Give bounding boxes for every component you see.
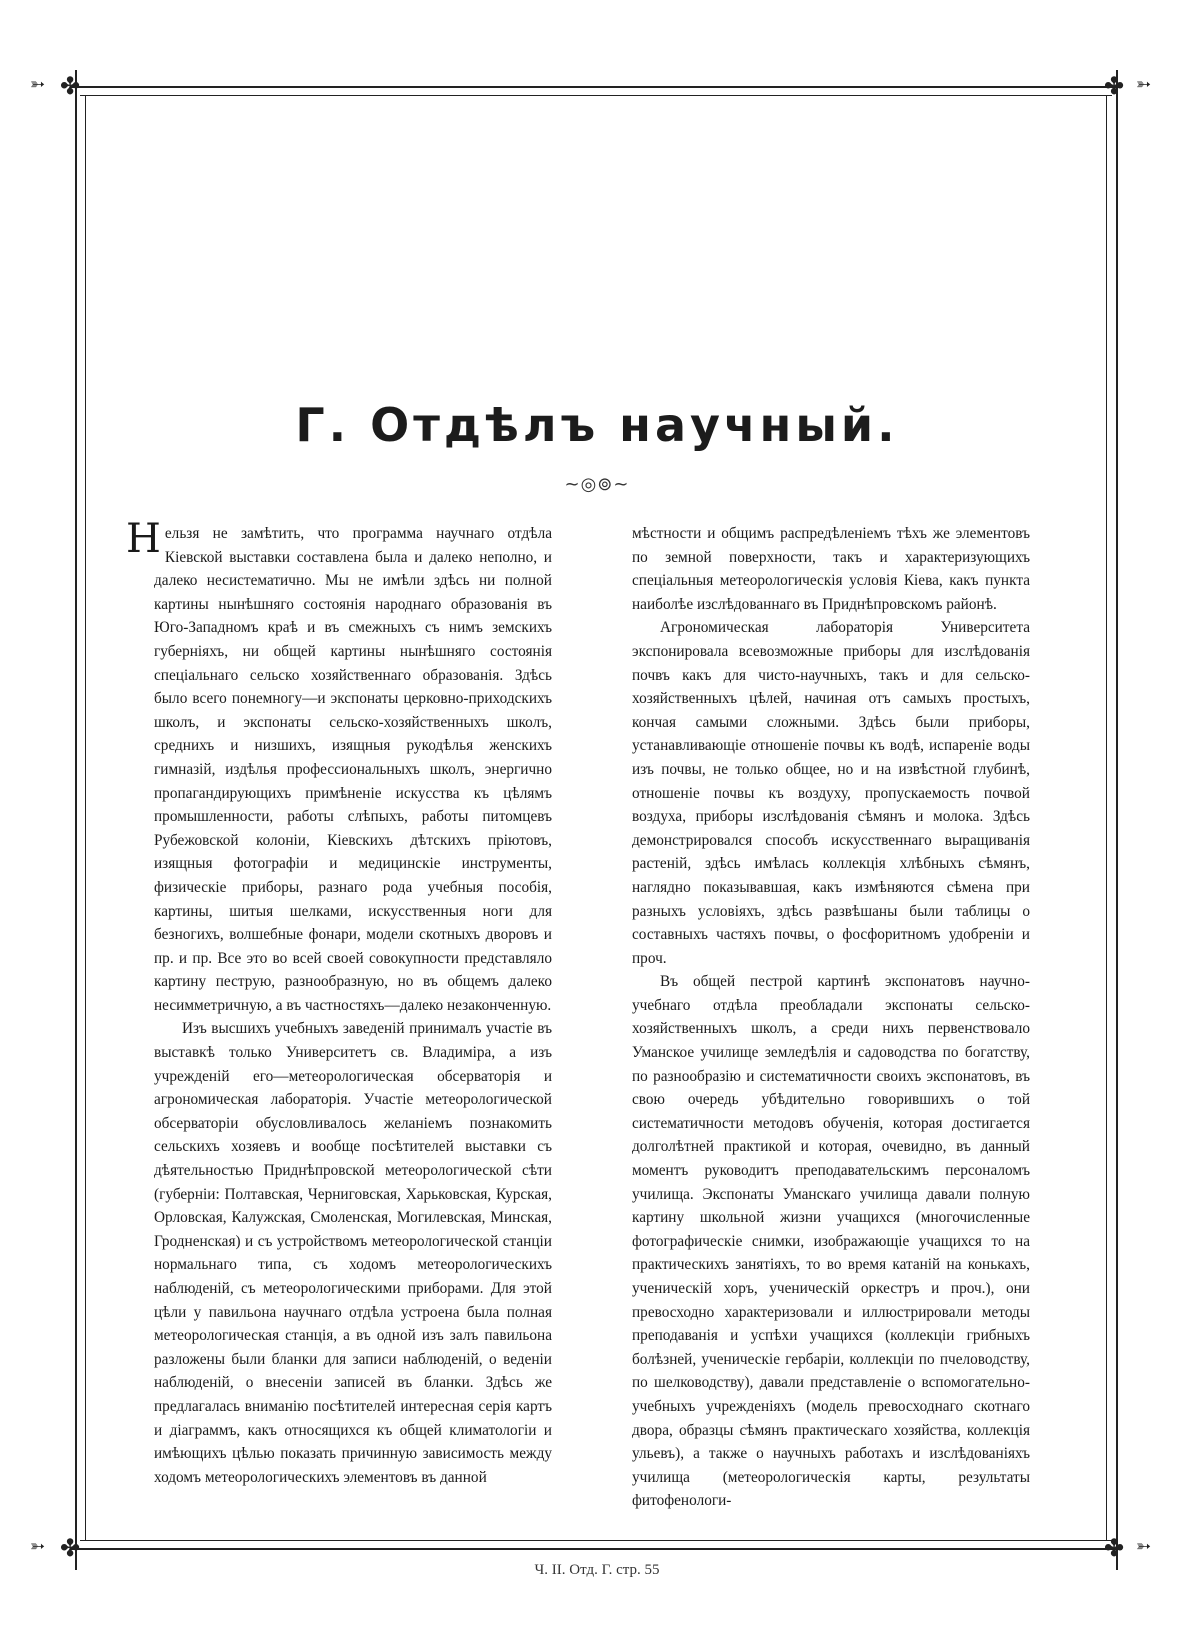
title-ornament: ~◎⊚~ — [564, 474, 630, 495]
arrow-ornament-top-right: ➳ — [1136, 74, 1152, 95]
arrow-ornament-bottom-left: ➳ — [30, 1536, 46, 1557]
right-paragraph-2: Агрономическая лабораторія Университета экспонировала всевозможные приборы для изслѣдованія почвъ какъ для чисто-научныхъ, такъ и для сельско-хозяйственныхъ цѣлей, начиная отъ самыхъ простыхъ, кончая самыми сложными. Здѣсь были приборы, устанавливающіе отношеніе почвы къ водѣ, испареніе воды изъ почвы, не только общее, но и на извѣстной глубинѣ, отношеніе почвы къ воздуху, пропускаемость почвой воздуха, приборы изслѣдованія сѣмянъ и молока. Здѣсь демонстрировался способъ искусственнаго выращиванія растеній, здѣсь имѣлась коллекція хлѣбныхъ сѣмянъ, наглядно показывавшая, какъ измѣняются сѣмена при разныхъ условіяхъ, здѣсь развѣшаны были таблицы о составныхъ частяхъ почвы, о фосфоритномъ удобреніи и проч. — [632, 619, 1030, 967]
frame-bottom-line — [70, 1548, 1122, 1550]
corner-ornament-top-left: ✤ — [60, 72, 81, 100]
arrow-ornament-bottom-right: ➳ — [1136, 1536, 1152, 1557]
frame-top-line — [70, 86, 1122, 88]
corner-ornament-bottom-left: ✤ — [60, 1534, 81, 1562]
left-column — [126, 516, 552, 1542]
frame-left-inner-line — [85, 95, 86, 1541]
page-footer: Ч. II. Отд. Г. стр. 55 — [534, 1562, 660, 1578]
corner-ornament-bottom-right: ✤ — [1104, 1534, 1125, 1562]
frame-right-inner-line — [1106, 95, 1107, 1541]
left-paragraph-1-text: ельзя не замѣтить, что программа научнаго отдѣла Кіевской выставки составлена была и далеко неполно, и далеко несистематично. Мы не имѣли здѣсь ни полной картины нынѣшняго состоянія народнаго образованія въ Юго-Западномъ краѣ и въ смежныхъ съ нимъ земскихъ губерніяхъ, ни общей картины нынѣшняго состоянія спеціальнаго сельско хозяйственнаго образованія. Здѣсь было всего понемногу—и экспонаты церковно-приходскихъ школъ, и экспонаты сельско-хозяйственныхъ школъ, среднихъ и низшихъ, изящныя рукодѣлья женскихъ гимназій, издѣлья профессиональныхъ школъ, энергично пропагандирующихъ примѣненіе искусства къ цѣлямъ промышленности, работы слѣпыхъ, работы питомцевъ Рубежовской колоніи, Кіевскихъ дѣтскихъ пріютовъ, изящныя фотографіи и медицинскіе инструменты, физическіе приборы, разнаго рода учебныя пособія, картины, шитыя шелками, искусственныя ноги для безногихъ, волшебные фонари, модели скотныхъ дворовъ и пр. и пр. Все это во всей своей совокупности представляло картину пеструю, разнообразную, но въ общемъ далеко несимметричную, а въ частностяхъ—далеко незаконченную. — [154, 525, 552, 1014]
left-paragraph-1 — [126, 516, 552, 1017]
frame-top-inner-line — [80, 95, 1112, 96]
drop-cap: Н — [126, 516, 161, 562]
frame-right-line — [1116, 70, 1118, 1570]
page-title: Г. Отдѣлъ научный. — [295, 398, 899, 452]
right-paragraph-3: Въ общей пестрой картинѣ экспонатовъ научно-учебнаго отдѣла преобладали экспонаты сельско-хозяйственныхъ школъ, а среди нихъ первенствовало Уманское училище земледѣлія и садоводства по богатству, по разнообразію и систематичности своихъ экспонатовъ, въ свою очередь убѣдительно говорившихъ о той систематичности методовъ обученія, которая достигается долголѣтней практикой и которая, очевидно, въ данный моментъ руководитъ преподавательскимъ персоналомъ училища. Экспонаты Уманскаго училища давали полную картину школьной жизни учащихся (многочисленные фотографическіе снимки, изображающіе учащихся то на практическихъ занятіяхъ, то во время катаній на конькахъ, ученическій хоръ, ученическій оркестръ и проч.), они превосходно характеризовали и иллюстрировали методы преподаванія и успѣхи учащихся (коллекціи грибныхъ болѣзней, ученическіе гербаріи, коллекціи по пчеловодству, по шелководству), давали представленіе о вспомогательно-учебныхъ учрежденіяхъ (модель превосходнаго скотнаго двора, образцы сѣмянъ практическаго хозяйства, коллекція ульевъ), а также о научныхъ работахъ и изслѣдованіяхъ училища (метеорологическія карты, результаты фитофенологи- — [632, 973, 1030, 1510]
right-column — [632, 522, 1030, 1542]
right-paragraph-1: мѣстности и общимъ распредѣленіемъ тѣхъ же элементовъ по земной поверхности, такъ и характеризующихъ спеціальныя метеорологическія условія Кіева, какъ пункта наиболѣе изслѣдованнаго въ Приднѣпровскомъ районѣ. — [632, 525, 1030, 613]
left-paragraph-2: Изъ высшихъ учебныхъ заведеній принималъ участіе въ выставкѣ только Университетъ св. Владиміра, а изъ учрежденій его—метеорологическая обсерваторія и агрономическая лабораторія. Участіе метеорологической обсерваторіи обусловливалось желаніемъ познакомить сельскихъ хозяевъ и вообще посѣтителей выставки съ дѣятельностью Приднѣпровской метеорологической сѣти (губерніи: Полтавская, Черниговская, Харьковская, Курская, Орловская, Калужская, Смоленская, Могилевская, Минская, Гродненская) и съ устройствомъ метеорологической станціи нормальнаго типа, съ ходомъ метеорологическихъ наблюденій, съ метеорологическими приборами. Для этой цѣли у павильона научнаго отдѣла устроена была полная метеорологическая станція, а въ одной изъ залъ павильона разложены были бланки для записи наблюденій, о веденіи наблюденій, о внесеніи записей въ бланки. Здѣсь же предлагалась вниманію посѣтителей интересная серія картъ и діаграммъ, какъ относящихся къ общей климатологіи и имѣющихъ цѣлью показать причинную зависимость между ходомъ метеорологическихъ элементовъ въ данной — [154, 1020, 552, 1486]
arrow-ornament-top-left: ➳ — [30, 74, 46, 95]
frame-left-line — [75, 70, 77, 1570]
corner-ornament-top-right: ✤ — [1104, 72, 1125, 100]
